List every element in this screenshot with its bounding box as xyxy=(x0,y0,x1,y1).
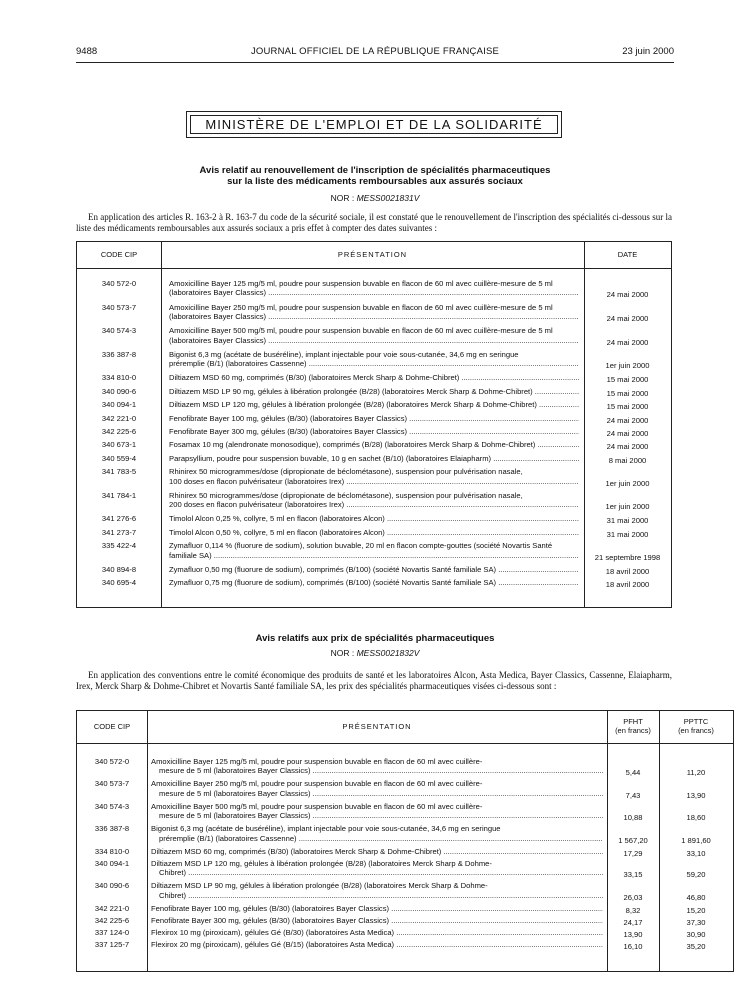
presentation-cell xyxy=(169,440,579,449)
effective-date: 1er juin 2000 xyxy=(605,478,650,488)
nor-label: NOR : xyxy=(330,193,357,203)
effective-date: 24 mai 2000 xyxy=(606,415,649,425)
presentation-line: Timolol Alcon 0,50 %, collyre, 5 ml en flacon (laboratoires Alcon) ..... xyxy=(169,528,579,537)
pfht-value: 10,88 xyxy=(623,813,643,823)
effective-date: 21 septembre 1998 xyxy=(594,552,661,562)
cip-code: 334 810-0 xyxy=(94,846,130,856)
pfht-value: 17,29 xyxy=(623,848,643,858)
effective-date: 18 avril 2000 xyxy=(605,580,650,590)
price-table xyxy=(76,710,734,972)
presentation-line: Flexirox 10 mg (piroxicam), gélules Gé (B/30) (laboratoires Asta Medica) ..... xyxy=(151,928,603,937)
ppttc-value: 35,20 xyxy=(686,942,706,952)
pfht-value: 7,43 xyxy=(625,790,641,800)
presentation-line: Fenofibrate Bayer 100 mg, gélules (B/30) (laboratoires Bayer Classics) ..... xyxy=(169,414,579,423)
pfht-value: 8,32 xyxy=(625,905,641,915)
cip-code: 340 559-4 xyxy=(101,453,137,463)
presentation-cell xyxy=(151,779,603,798)
pfht-value: 13,90 xyxy=(623,930,643,939)
presentation-line: Diltiazem MSD LP 90 mg, gélules à libération prolongée (B/28) (laboratoires Merck Sharp & Dohme-Chibret) ..... xyxy=(169,387,579,396)
presentation-cell xyxy=(169,528,579,537)
presentation-line: préremplie (B/1) (laboratoires Cassenne) ..... xyxy=(169,359,579,368)
cip-code: 342 225-6 xyxy=(94,915,130,925)
pfht-label: PFHT xyxy=(623,717,643,726)
presentation-line: Zymafluor 0,114 % (fluorure de sodium), solution buvable, 20 ml en flacon compte-gouttes (société Novartis Santé xyxy=(169,541,553,551)
ppttc-value: 15,20 xyxy=(686,905,706,915)
presentation-line: préremplie (B/1) (laboratoires Cassenne) ..... xyxy=(151,834,603,843)
presentation-cell xyxy=(169,400,579,409)
presentation-cell xyxy=(169,454,579,463)
presentation-cell xyxy=(151,802,603,821)
cip-code: 340 090-6 xyxy=(101,386,137,396)
pfht-unit: (en francs) xyxy=(615,726,651,735)
col-code-header: CODE CIP xyxy=(93,722,131,731)
presentation-line: Amoxicilline Bayer 500 mg/5 ml, poudre pour suspension buvable en flacon de 60 ml avec cuillère- xyxy=(151,801,483,811)
effective-date: 8 mai 2000 xyxy=(608,455,647,465)
presentation-line: Bigonist 6,3 mg (acétate de buséréline), implant injectable pour voie sous-cutanée, 34,6 mg en seringue xyxy=(151,824,501,834)
pfht-value: 1 567,20 xyxy=(618,835,648,845)
nor-code: MESS0021831V xyxy=(356,193,420,203)
effective-date: 24 mai 2000 xyxy=(606,290,649,300)
presentation-line: (laboratoires Bayer Classics) ..... xyxy=(169,312,579,321)
effective-date: 31 mai 2000 xyxy=(606,529,649,539)
presentation-line: Zymafluor 0,75 mg (fluorure de sodium), comprimés (B/100) (société Novartis Santé familiale SA) ..... xyxy=(169,578,579,587)
presentation-line: Amoxicilline Bayer 500 mg/5 ml, poudre pour suspension buvable en flacon de 60 ml avec cuillère-mesure de 5 ml xyxy=(169,326,553,336)
cip-code: 336 387-8 xyxy=(101,349,137,359)
presentation-line: Chibret) ..... xyxy=(151,891,603,900)
cip-code: 341 784-1 xyxy=(101,490,137,500)
cip-code: 340 573-7 xyxy=(94,779,130,789)
cip-code: 340 094-1 xyxy=(101,400,137,410)
presentation-cell xyxy=(151,824,603,843)
ppttc-label: PPTTC xyxy=(683,717,709,726)
avis1-intro: En application des articles R. 163-2 à R. 163-7 du code de la sécurité sociale, il est constaté que le renouvellement de l'inscription des spécialités ci-dessous sur la liste des médicaments remboursables aux assurés sociaux a pris effet à compter des dates suivantes : xyxy=(76,212,672,233)
cip-code: 340 574-3 xyxy=(94,801,130,811)
cip-code: 341 276-6 xyxy=(101,514,137,524)
nor-label: NOR : xyxy=(330,648,357,658)
presentation-line: Flexirox 20 mg (piroxicam), gélules Gé (B/15) (laboratoires Asta Medica) ..... xyxy=(151,940,603,949)
presentation-line: Amoxicilline Bayer 250 mg/5 ml, poudre pour suspension buvable en flacon de 60 ml avec cuillère-mesure de 5 ml xyxy=(169,302,553,312)
journal-title: JOURNAL OFFICIEL DE LA RÉPUBLIQUE FRANÇAISE xyxy=(250,46,500,57)
effective-date: 15 mai 2000 xyxy=(606,375,649,385)
ppttc-value: 1 891,60 xyxy=(681,835,711,845)
effective-date: 24 mai 2000 xyxy=(606,337,649,347)
ministry-box xyxy=(186,111,562,138)
avis2-title: Avis relatifs aux prix de spécialités pharmaceutiques xyxy=(255,633,495,644)
cip-code: 336 387-8 xyxy=(94,824,130,834)
pfht-value: 33,15 xyxy=(623,870,643,880)
effective-date: 18 avril 2000 xyxy=(605,566,650,576)
effective-date: 24 mai 2000 xyxy=(606,313,649,323)
column-divider xyxy=(161,242,162,607)
cip-code: 340 695-4 xyxy=(101,578,137,588)
presentation-cell xyxy=(169,514,579,523)
presentation-cell xyxy=(169,373,579,382)
presentation-cell xyxy=(169,565,579,574)
effective-date: 24 mai 2000 xyxy=(606,429,649,438)
presentation-line: Zymafluor 0,50 mg (fluorure de sodium), comprimés (B/100) (société Novartis Santé familiale SA) ..... xyxy=(169,565,579,574)
presentation-line: Bigonist 6,3 mg (acétate de buséréline), implant injectable pour voie sous-cutanée, 34,6 mg en seringue xyxy=(169,349,519,359)
presentation-cell xyxy=(151,928,603,937)
avis1-title xyxy=(76,165,674,187)
cip-code: 340 572-0 xyxy=(101,279,137,288)
presentation-line: 100 doses en flacon pulvérisateur (laboratoires Irex) ..... xyxy=(169,477,579,486)
ppttc-unit: (en francs) xyxy=(678,726,714,735)
cip-code: 342 225-6 xyxy=(101,427,137,436)
col-ppttc-header xyxy=(659,717,733,735)
renewal-table xyxy=(76,241,672,608)
ppttc-value: 18,60 xyxy=(686,813,706,823)
presentation-line: Chibret) ..... xyxy=(151,868,603,877)
nor-code: MESS0021832V xyxy=(356,648,420,658)
col-code-header: CODE CIP xyxy=(100,250,138,259)
presentation-line: Rhinirex 50 microgrammes/dose (dipropionate de béclométasone), suspension pour pulvérisation nasale, xyxy=(169,490,523,500)
ppttc-value: 33,10 xyxy=(686,848,706,858)
pfht-value: 26,03 xyxy=(623,892,643,902)
col-pfht-header xyxy=(607,717,659,735)
cip-code: 340 894-8 xyxy=(101,564,137,574)
page-header xyxy=(76,46,674,63)
avis2-nor xyxy=(76,648,674,658)
presentation-line: mesure de 5 ml (laboratoires Bayer Classics) ..... xyxy=(151,789,603,798)
effective-date: 15 mai 2000 xyxy=(606,388,649,398)
cip-code: 337 124-0 xyxy=(94,928,130,937)
presentation-line: Parapsyllium, poudre pour suspension buvable, 10 g en sachet (B/10) (laboratoires Elaiapharm) ..... xyxy=(169,454,579,463)
cip-code: 341 783-5 xyxy=(101,467,137,477)
presentation-line: Diltiazem MSD LP 120 mg, gélules à libération prolongée (B/28) (laboratoires Merck Sharp & Dohme- xyxy=(151,858,492,868)
ppttc-value: 37,30 xyxy=(686,917,706,927)
ministry-name: MINISTÈRE DE L'EMPLOI ET DE LA SOLIDARITÉ xyxy=(190,115,558,134)
renewal-table-header xyxy=(77,242,671,269)
effective-date: 1er juin 2000 xyxy=(605,502,650,512)
pfht-value: 5,44 xyxy=(625,768,641,778)
cip-code: 340 673-1 xyxy=(101,440,137,450)
pfht-value: 16,10 xyxy=(623,942,643,952)
page-number: 9488 xyxy=(76,46,98,57)
effective-date: 15 mai 2000 xyxy=(606,402,649,412)
cip-code: 340 094-1 xyxy=(94,858,130,868)
presentation-cell xyxy=(169,541,579,560)
ppttc-value: 46,80 xyxy=(686,892,706,902)
presentation-cell xyxy=(169,326,579,345)
presentation-cell xyxy=(169,491,579,510)
presentation-cell xyxy=(169,303,579,322)
presentation-cell xyxy=(169,279,579,298)
cip-code: 337 125-7 xyxy=(94,940,130,950)
ppttc-value: 30,90 xyxy=(686,930,706,939)
cip-code: 340 573-7 xyxy=(101,302,137,312)
cip-code: 342 221-0 xyxy=(94,903,130,913)
presentation-line: Amoxicilline Bayer 125 mg/5 ml, poudre pour suspension buvable en flacon de 60 ml avec cuillère-mesure de 5 ml xyxy=(169,279,553,288)
presentation-line: Rhinirex 50 microgrammes/dose (dipropionate de béclométasone), suspension pour pulvérisation nasale, xyxy=(169,467,523,477)
cip-code: 341 273-7 xyxy=(101,527,137,537)
presentation-cell xyxy=(151,940,603,949)
col-presentation-header: PRÉSENTATION xyxy=(337,250,408,259)
presentation-line: familiale SA) ..... xyxy=(169,551,579,560)
avis1-title-line2: sur la liste des médicaments remboursables aux assurés sociaux xyxy=(227,176,523,187)
cip-code: 340 090-6 xyxy=(94,881,130,891)
ppttc-value: 11,20 xyxy=(686,768,706,778)
avis1-nor xyxy=(76,193,674,203)
cip-code: 334 810-0 xyxy=(101,373,137,383)
presentation-cell xyxy=(169,350,579,369)
presentation-cell xyxy=(151,904,603,913)
pfht-value: 24,17 xyxy=(623,917,643,927)
presentation-cell xyxy=(151,916,603,925)
avis1-title-line1: Avis relatif au renouvellement de l'inscription de spécialités pharmaceutiques xyxy=(199,165,551,176)
presentation-line: mesure de 5 ml (laboratoires Bayer Classics) ..... xyxy=(151,811,603,820)
issue-date: 23 juin 2000 xyxy=(622,46,674,57)
presentation-line: Diltiazem MSD 60 mg, comprimés (B/30) (laboratoires Merck Sharp & Dohme-Chibret) ..... xyxy=(169,373,579,382)
presentation-cell xyxy=(169,427,579,436)
avis2-intro: En application des conventions entre le comité économique des produits de santé et les laboratoires Alcon, Asta Medica, Bayer Classics, Cassenne, Elaiapharm, Irex, Merck Sharp & Dohme-Chibret et Novartis Santé familiale SA, les prix des spécialités pharmaceutiques visées ci-dessous sont : xyxy=(76,670,672,691)
presentation-line: Timolol Alcon 0,25 %, collyre, 5 ml en flacon (laboratoires Alcon) ..... xyxy=(169,514,579,523)
presentation-cell xyxy=(151,757,603,776)
presentation-cell xyxy=(169,387,579,396)
presentation-line: (laboratoires Bayer Classics) ..... xyxy=(169,288,579,297)
presentation-line: 200 doses en flacon pulvérisateur (laboratoires Irex) ..... xyxy=(169,500,579,509)
presentation-cell xyxy=(151,859,603,878)
presentation-line: Fenofibrate Bayer 300 mg, gélules (B/30) (laboratoires Bayer Classics) ..... xyxy=(169,427,579,436)
presentation-line: Fenofibrate Bayer 300 mg, gélules (B/30) (laboratoires Bayer Classics) ..... xyxy=(151,916,603,925)
presentation-cell xyxy=(151,847,603,856)
presentation-line: mesure de 5 ml (laboratoires Bayer Classics) ..... xyxy=(151,766,603,775)
presentation-line: Diltiazem MSD LP 120 mg, gélules à libération prolongée (B/28) (laboratoires Merck Sharp & Dohme-Chibret) ..... xyxy=(169,400,579,409)
effective-date: 24 mai 2000 xyxy=(606,442,649,452)
col-presentation-header: PRÉSENTATION xyxy=(342,722,412,731)
presentation-cell xyxy=(169,578,579,587)
column-divider xyxy=(147,711,148,971)
effective-date: 1er juin 2000 xyxy=(605,361,650,371)
presentation-cell xyxy=(169,414,579,423)
cip-code: 335 422-4 xyxy=(101,541,137,551)
cip-code: 340 574-3 xyxy=(101,326,137,336)
cip-code: 340 572-0 xyxy=(94,757,130,766)
presentation-cell xyxy=(151,881,603,900)
effective-date: 31 mai 2000 xyxy=(606,516,649,526)
ppttc-value: 13,90 xyxy=(686,790,706,800)
presentation-line: Fenofibrate Bayer 100 mg, gélules (B/30) (laboratoires Bayer Classics) ..... xyxy=(151,904,603,913)
presentation-cell xyxy=(169,467,579,486)
col-date-header: DATE xyxy=(617,250,638,259)
cip-code: 342 221-0 xyxy=(101,413,137,423)
ppttc-value: 59,20 xyxy=(686,870,706,880)
presentation-line: Fosamax 10 mg (alendronate monosodique), comprimés (B/28) (laboratoires Merck Sharp & Dohme-Chibret) ..... xyxy=(169,440,579,449)
presentation-line: Diltiazem MSD LP 90 mg, gélules à libération prolongée (B/28) (laboratoires Merck Sharp & Dohme- xyxy=(151,881,488,891)
presentation-line: (laboratoires Bayer Classics) ..... xyxy=(169,336,579,345)
presentation-line: Diltiazem MSD 60 mg, comprimés (B/30) (laboratoires Merck Sharp & Dohme-Chibret) ..... xyxy=(151,847,603,856)
presentation-line: Amoxicilline Bayer 250 mg/5 ml, poudre pour suspension buvable en flacon de 60 ml avec cuillère- xyxy=(151,779,483,789)
presentation-line: Amoxicilline Bayer 125 mg/5 ml, poudre pour suspension buvable en flacon de 60 ml avec cuillère- xyxy=(151,757,483,766)
